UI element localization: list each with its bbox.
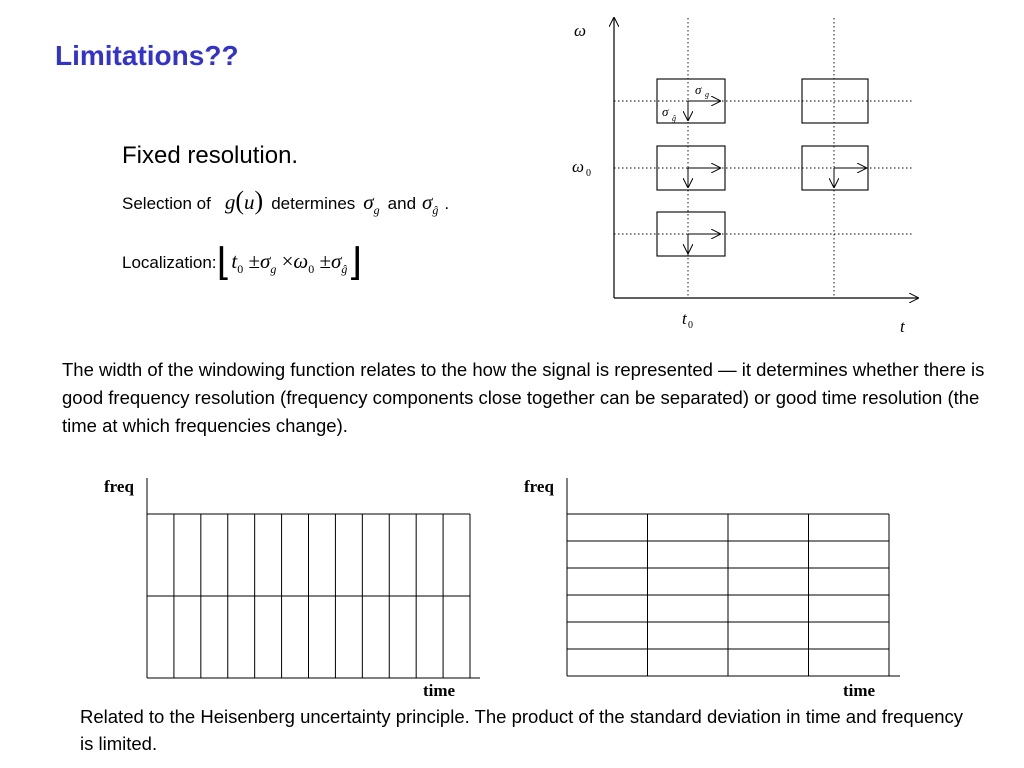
sigma-g-subscript: g bbox=[705, 90, 709, 99]
time-resolution-grid bbox=[95, 470, 480, 700]
localization-label: Localization: bbox=[122, 253, 217, 272]
time-frequency-tiling-diagram bbox=[560, 10, 930, 340]
heisenberg-explanation: Related to the Heisenberg uncertainty principle. The product of the standard deviation in time and frequency is limited. bbox=[80, 706, 964, 754]
sigma-ghat-symbol: $\sigma_ĝ$ bbox=[422, 190, 439, 217]
selection-middle: determines bbox=[271, 194, 356, 213]
frequency-resolution-grid bbox=[515, 470, 900, 700]
omega-axis-label: ω bbox=[574, 21, 587, 40]
windowing-explanation: The width of the windowing function relates to the how the signal is represented — it determines whether there is good frequency resolution (frequency components close together can be separated) or good time resolution (the time at which frequencies change). bbox=[62, 359, 985, 436]
selection-and: and bbox=[387, 194, 417, 213]
left-freq-label: freq bbox=[104, 477, 134, 496]
right-floor-bracket: ⌋ bbox=[347, 242, 363, 284]
omega0-subscript: 0 bbox=[586, 168, 591, 179]
fixed-resolution-heading: Fixed resolution. bbox=[122, 142, 299, 169]
u-symbol: u bbox=[244, 190, 255, 214]
right-freq-label: freq bbox=[524, 477, 554, 496]
localization-expression: $t_0 \pm\sigma_g \times\omega_0 \pm\sigma_ĝ$ bbox=[231, 249, 348, 276]
selection-end: . bbox=[444, 194, 450, 213]
t-axis-label: t bbox=[900, 317, 905, 336]
g-of-u-expression: g(u) bbox=[224, 186, 264, 215]
t0-subscript: 0 bbox=[688, 320, 693, 331]
sigma-ghat-label: σ bbox=[662, 104, 669, 119]
localization-statement bbox=[122, 244, 362, 282]
left-time-label: time bbox=[423, 681, 456, 700]
omega0-label: ω bbox=[572, 157, 585, 176]
sigma-ghat-subscript: ĝ bbox=[672, 114, 676, 123]
t0-label: t bbox=[682, 309, 687, 328]
g-symbol: g bbox=[224, 190, 236, 214]
sigma-arrows bbox=[688, 101, 866, 253]
selection-statement bbox=[122, 186, 449, 218]
selection-prefix: Selection of bbox=[122, 194, 211, 213]
sigma-g-symbol: $\sigma_g$ bbox=[363, 190, 380, 217]
slide-title: Limitations?? bbox=[55, 40, 239, 71]
left-floor-bracket: ⌊ bbox=[216, 242, 232, 284]
right-time-label: time bbox=[843, 681, 876, 700]
sigma-g-label: σ bbox=[695, 82, 702, 97]
